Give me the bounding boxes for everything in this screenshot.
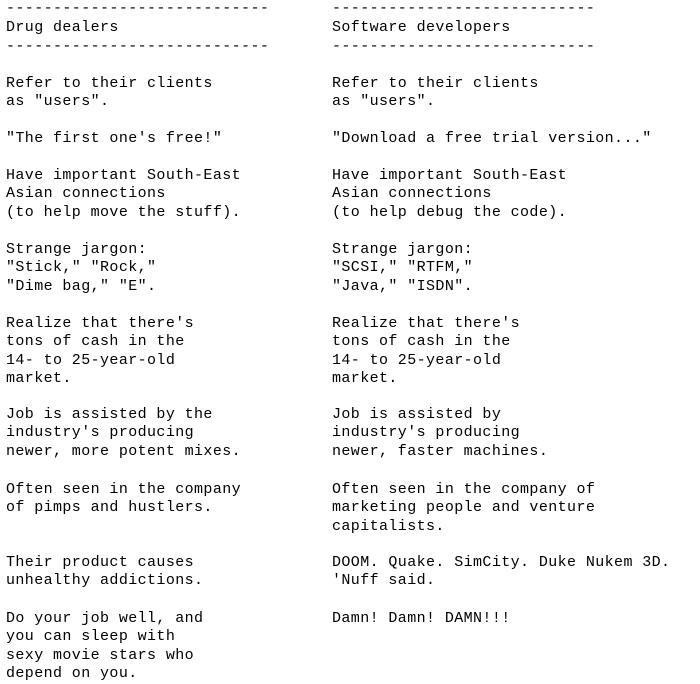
left-row-4-line-1: Strange jargon: xyxy=(6,241,148,258)
right-row-4-line-1: Strange jargon: xyxy=(332,241,474,258)
left-row-3-line-3: (to help move the stuff). xyxy=(6,203,242,221)
right-row-1-line-2: as "users". xyxy=(332,93,436,111)
left-row-7-line-2: of pimps and hustlers. xyxy=(6,499,213,517)
left-row-7-line-1: Often seen in the company xyxy=(6,481,242,498)
right-row-1-line-1: Refer to their clients xyxy=(332,75,539,92)
right-row-8-line-2: 'Nuff said. xyxy=(332,572,436,590)
right-row-3-line-1: Have important South-East xyxy=(332,167,568,184)
header-rule-top-right: ---------------------------- xyxy=(332,0,596,17)
right-row-5-line-1: Realize that there's xyxy=(332,315,521,332)
left-row-4-line-2: "Stick," "Rock," xyxy=(6,259,157,277)
left-column-title: Drug dealers xyxy=(6,19,119,36)
left-row-9-line-1: Do your job well, and xyxy=(6,610,204,627)
left-row-9-line-2: you can sleep with xyxy=(6,628,176,646)
left-row-5-line-2: tons of cash in the xyxy=(6,333,185,351)
left-row-1-line-2: as "users". xyxy=(6,93,110,111)
left-row-1-line-1: Refer to their clients xyxy=(6,75,213,92)
right-row-5-line-2: tons of cash in the xyxy=(332,333,511,351)
right-column-title: Software developers xyxy=(332,19,511,36)
right-row-8-line-1: DOOM. Quake. SimCity. Duke Nukem 3D. xyxy=(332,554,671,571)
left-row-4-line-3: "Dime bag," "E". xyxy=(6,277,157,295)
left-row-6-line-3: newer, more potent mixes. xyxy=(6,442,242,460)
header-rule-top-left: ---------------------------- xyxy=(6,0,270,17)
left-row-5-line-4: market. xyxy=(6,370,72,388)
left-row-8-line-2: unhealthy addictions. xyxy=(6,572,204,590)
left-row-3-line-2: Asian connections xyxy=(6,185,166,203)
right-row-4-line-3: "Java," "ISDN". xyxy=(332,277,474,295)
right-row-9-line-1: Damn! Damn! DAMN!!! xyxy=(332,610,511,627)
left-row-6-line-2: industry's producing xyxy=(6,424,195,442)
left-row-2-line-1: "The first one's free!" xyxy=(6,130,223,147)
left-row-9-line-3: sexy movie stars who xyxy=(6,646,195,664)
left-row-6-line-1: Job is assisted by the xyxy=(6,406,213,423)
right-row-5-line-4: market. xyxy=(332,370,398,388)
right-row-7-line-2: marketing people and venture xyxy=(332,499,596,517)
left-row-5-line-3: 14- to 25-year-old xyxy=(6,351,176,369)
right-row-6-line-2: industry's producing xyxy=(332,424,521,442)
left-row-5-line-1: Realize that there's xyxy=(6,315,195,332)
left-row-3-line-1: Have important South-East xyxy=(6,167,242,184)
right-row-7-line-3: capitalists. xyxy=(332,517,445,535)
right-row-6-line-1: Job is assisted by xyxy=(332,406,502,423)
right-row-5-line-3: 14- to 25-year-old xyxy=(332,351,502,369)
right-row-6-line-3: newer, faster machines. xyxy=(332,442,549,460)
header-rule-bottom-left: ---------------------------- xyxy=(6,38,270,55)
right-row-3-line-2: Asian connections xyxy=(332,185,492,203)
right-row-2-line-1: "Download a free trial version..." xyxy=(332,130,652,147)
right-row-4-line-2: "SCSI," "RTFM," xyxy=(332,259,474,277)
left-row-8-line-1: Their product causes xyxy=(6,554,195,571)
right-row-7-line-1: Often seen in the company of xyxy=(332,481,596,498)
left-row-9-line-4: depend on you. xyxy=(6,665,138,683)
header-rule-bottom-right: ---------------------------- xyxy=(332,38,596,55)
right-row-3-line-3: (to help debug the code). xyxy=(332,203,568,221)
